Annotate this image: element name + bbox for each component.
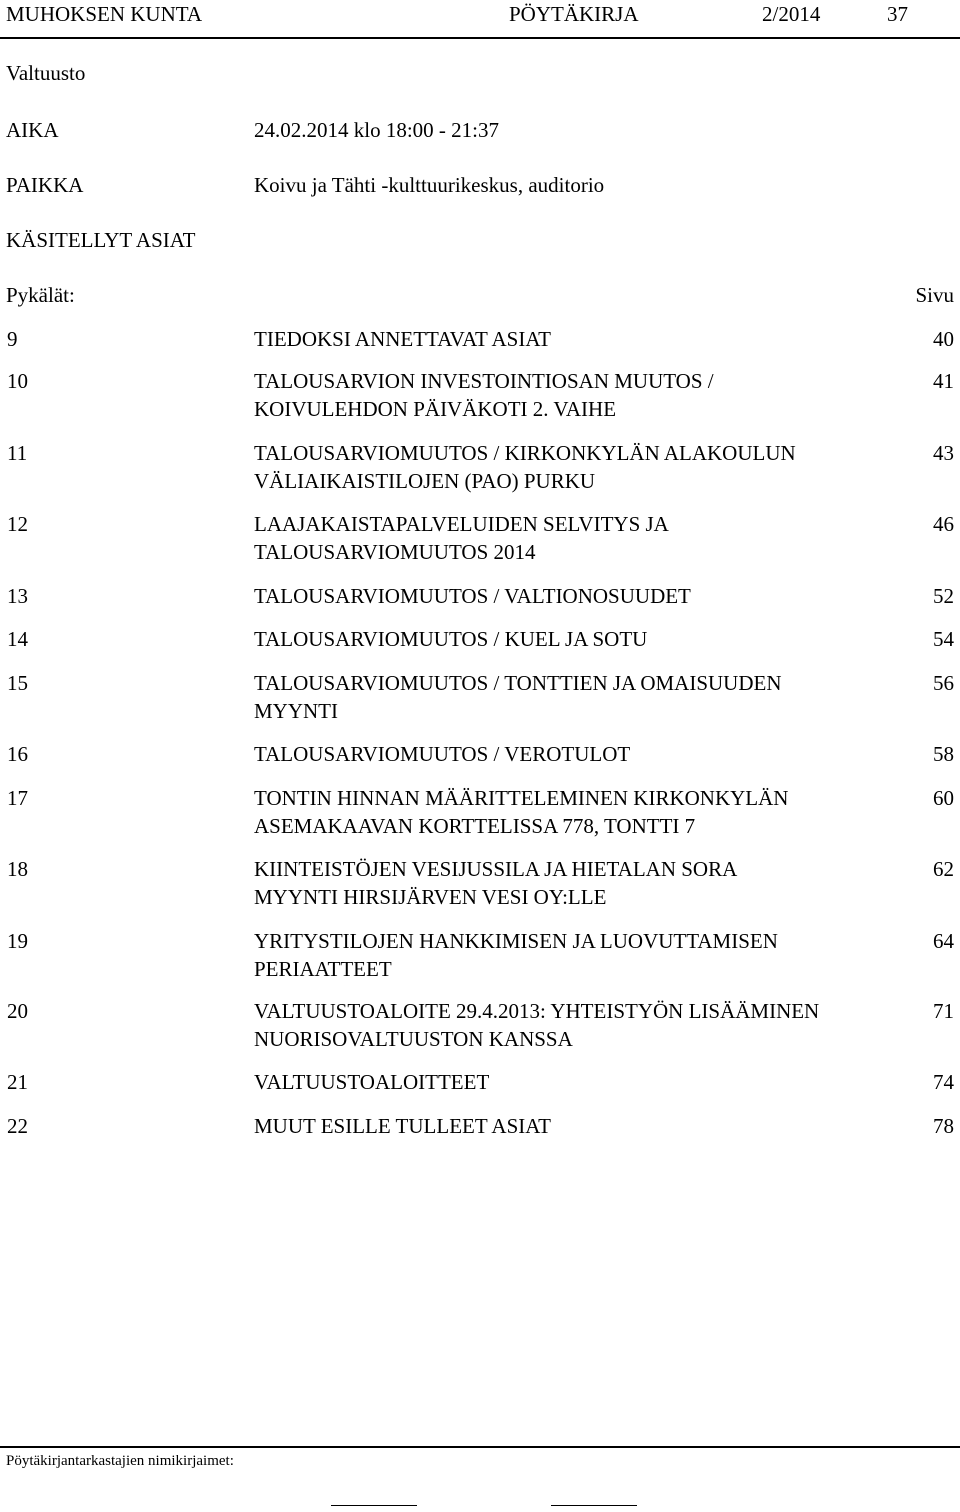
sections-column-header: Pykälät: (6, 283, 75, 307)
item-title (254, 510, 669, 566)
item-title-line: KIINTEISTÖJEN VESIJUSSILA JA HIETALAN SORA (254, 857, 738, 881)
item-title (254, 997, 819, 1053)
item-title-line: MUUT ESILLE TULLEET ASIAT (254, 1114, 551, 1138)
page-number: 37 (887, 2, 908, 26)
item-page-number: 78 (933, 1114, 954, 1138)
item-title-line: YRITYSTILOJEN HANKKIMISEN JA LUOVUTTAMISEN (254, 929, 778, 953)
initials-line-1 (331, 1505, 417, 1506)
document-type: PÖYTÄKIRJA (509, 2, 639, 26)
item-title (254, 927, 778, 983)
item-title-line: LAAJAKAISTAPALVELUIDEN SELVITYS JA (254, 512, 669, 536)
item-title (254, 740, 630, 768)
body-name: Valtuusto (6, 61, 86, 85)
item-page-number: 58 (933, 742, 954, 766)
item-title-line: TALOUSARVION INVESTOINTIOSAN MUUTOS / (254, 369, 714, 393)
item-title (254, 784, 788, 840)
item-page-number: 60 (933, 786, 954, 810)
item-title-line: VALTUUSTOALOITTEET (254, 1070, 490, 1094)
item-title-line: VALTUUSTOALOITE 29.4.2013: YHTEISTYÖN LISÄÄMINEN (254, 999, 820, 1023)
header-divider (0, 37, 960, 39)
place-value: Koivu ja Tähti -kulttuurikeskus, auditorio (254, 173, 605, 197)
time-value: 24.02.2014 klo 18:00 - 21:37 (254, 118, 499, 142)
item-title-line: ASEMAKAAVAN KORTTELISSA 778, TONTTI 7 (254, 814, 696, 838)
section-number: 15 (7, 671, 28, 695)
item-title-line: PERIAATTEET (254, 957, 392, 981)
section-number: 16 (7, 742, 28, 766)
item-title-line: TALOUSARVIOMUUTOS / VALTIONOSUUDET (254, 584, 691, 608)
item-title-line: TALOUSARVIOMUUTOS / TONTTIEN JA OMAISUUDEN (254, 671, 782, 695)
item-page-number: 62 (933, 857, 954, 881)
item-title (254, 1068, 489, 1096)
item-title (254, 625, 647, 653)
item-title-line: TALOUSARVIOMUUTOS 2014 (254, 540, 536, 564)
section-number: 17 (7, 786, 28, 810)
initials-label: Pöytäkirjantarkastajien nimikirjaimet: (6, 1453, 234, 1469)
item-page-number: 71 (933, 999, 954, 1023)
item-page-number: 46 (933, 512, 954, 536)
item-title (254, 582, 691, 610)
item-page-number: 52 (933, 584, 954, 608)
section-number: 18 (7, 857, 28, 881)
place-label: PAIKKA (6, 173, 84, 197)
document-number: 2/2014 (762, 2, 821, 26)
item-title-line: NUORISOVALTUUSTON KANSSA (254, 1027, 573, 1051)
page-column-header: Sivu (915, 283, 954, 307)
item-title-line: TALOUSARVIOMUUTOS / VEROTULOT (254, 742, 631, 766)
item-title-line: VÄLIAIKAISTILOJEN (PAO) PURKU (254, 469, 596, 493)
item-title (254, 669, 781, 725)
item-page-number: 40 (933, 327, 954, 351)
section-number: 22 (7, 1114, 28, 1138)
item-page-number: 74 (933, 1070, 954, 1094)
item-title (254, 325, 551, 353)
item-title-line: MYYNTI (254, 699, 338, 723)
item-page-number: 41 (933, 369, 954, 393)
section-title: KÄSITELLYT ASIAT (6, 228, 196, 252)
item-page-number: 64 (933, 929, 954, 953)
section-number: 14 (7, 627, 28, 651)
section-number: 21 (7, 1070, 28, 1094)
item-title (254, 439, 796, 495)
item-page-number: 54 (933, 627, 954, 651)
item-title-line: TONTIN HINNAN MÄÄRITTELEMINEN KIRKONKYLÄN (254, 786, 789, 810)
section-number: 20 (7, 999, 28, 1023)
section-number: 10 (7, 369, 28, 393)
section-number: 9 (7, 327, 18, 351)
section-number: 11 (7, 441, 28, 465)
item-title-line: KOIVULEHDON PÄIVÄKOTI 2. VAIHE (254, 397, 617, 421)
section-number: 19 (7, 929, 28, 953)
item-title (254, 855, 737, 911)
section-number: 13 (7, 584, 28, 608)
section-number: 12 (7, 512, 28, 536)
item-title (254, 1112, 551, 1140)
initials-line-2 (551, 1505, 637, 1506)
municipality-name: MUHOKSEN KUNTA (6, 2, 203, 26)
item-page-number: 56 (933, 671, 954, 695)
time-label: AIKA (6, 118, 59, 142)
item-title-line: TALOUSARVIOMUUTOS / KIRKONKYLÄN ALAKOULUN (254, 441, 796, 465)
item-title (254, 367, 714, 423)
item-title-line: TALOUSARVIOMUUTOS / KUEL JA SOTU (254, 627, 648, 651)
item-title-line: TIEDOKSI ANNETTAVAT ASIAT (254, 327, 552, 351)
item-title-line: MYYNTI HIRSIJÄRVEN VESI OY:LLE (254, 885, 607, 909)
item-page-number: 43 (933, 441, 954, 465)
